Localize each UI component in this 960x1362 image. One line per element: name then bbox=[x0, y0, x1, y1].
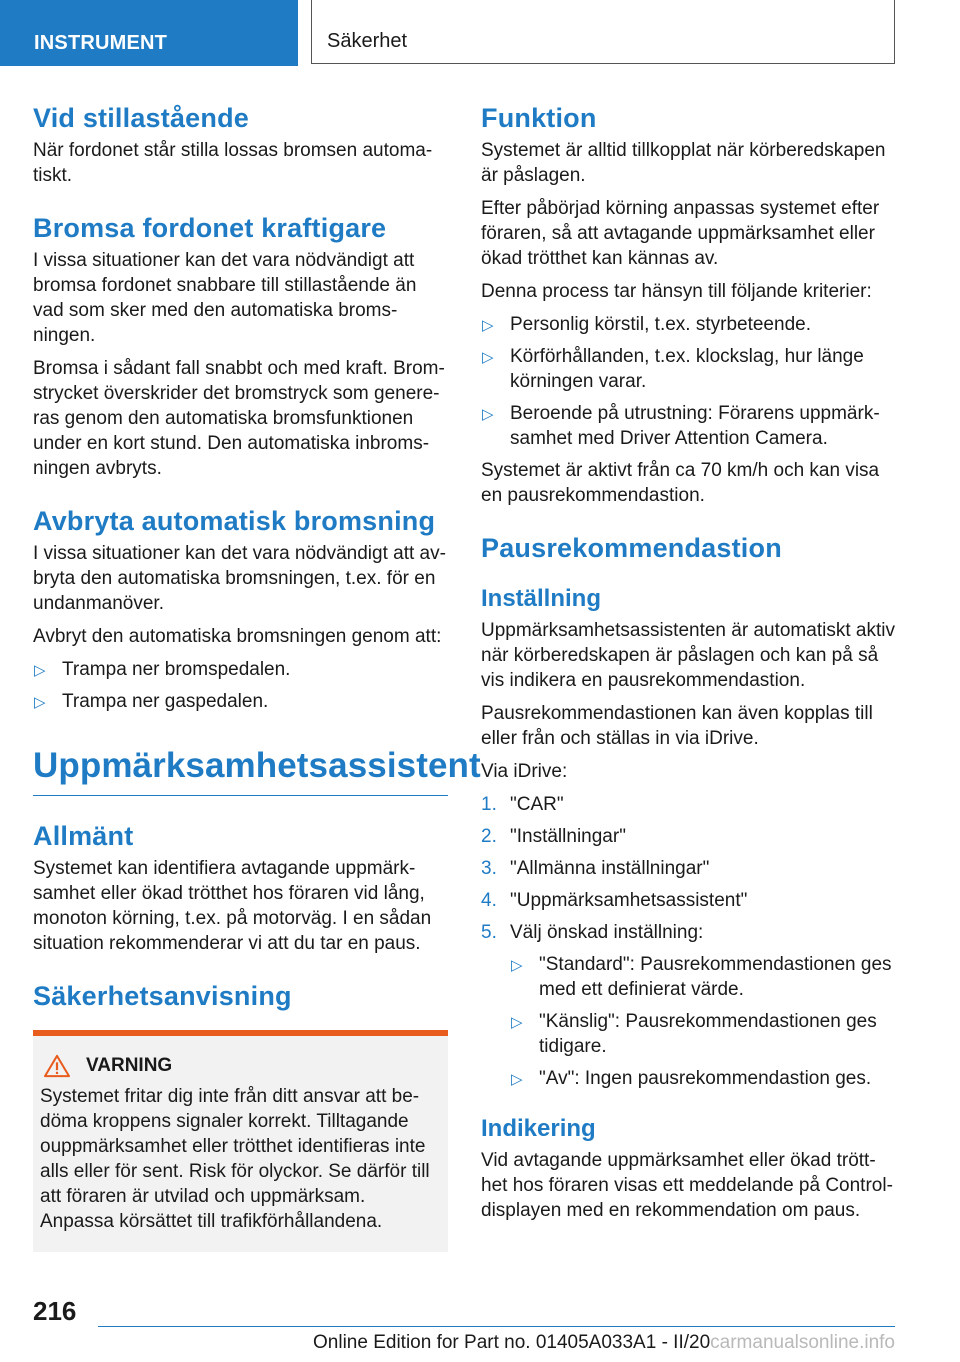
watermark: carmanualsonline.info bbox=[710, 1332, 895, 1353]
heading-installning: Inställning bbox=[481, 585, 601, 612]
heading-bromsa-kraftigare: Bromsa fordonet kraftigare bbox=[33, 213, 387, 243]
triangle-bullet-icon: ▷ bbox=[511, 957, 523, 974]
list-item: 4. "Uppmärksamhetsassistent" bbox=[481, 890, 748, 911]
triangle-bullet-icon: ▷ bbox=[482, 349, 494, 366]
heading-sakerhetsanvisning: Säkerhetsanvisning bbox=[33, 981, 292, 1011]
page-number: 216 bbox=[33, 1296, 77, 1326]
section-tab bbox=[0, 0, 298, 66]
paragraph: Systemet är aktivt från ca 70 km/h och kan visa en pausrekommendastion. bbox=[481, 460, 880, 506]
paragraph: Via iDrive: bbox=[481, 761, 568, 782]
list-item: ▷ "Känslig": Pausrekommendastionen ges tidigare. bbox=[511, 1011, 877, 1057]
paragraph: Efter påbörjad körning anpassas systemet efter föraren, så att avtagande uppmärksamhet eller ökad trötthet kan kännas av. bbox=[481, 198, 880, 269]
paragraph: Avbryt den automatiska bromsningen genom att: bbox=[33, 626, 442, 647]
bullet-list bbox=[481, 312, 899, 451]
paragraph: I vissa situationer kan det vara nödvändigt att av-bryta den automatiska bromsningen, t.ex. för en undanmanöver. bbox=[33, 543, 446, 614]
numbered-list bbox=[481, 792, 899, 1091]
heading-funktion: Funktion bbox=[481, 103, 597, 133]
step-number: 5. bbox=[481, 922, 497, 943]
heading-indikering: Indikering bbox=[481, 1115, 596, 1142]
heading-avbryta-bromsning: Avbryta automatisk bromsning bbox=[33, 506, 436, 536]
left-column bbox=[33, 98, 481, 1252]
list-item: ▷ Trampa ner bromspedalen. bbox=[33, 657, 448, 682]
step-number: 2. bbox=[481, 826, 497, 847]
list-item: ▷ Körförhållanden, t.ex. klockslag, hur länge körningen varar. bbox=[482, 346, 864, 392]
paragraph: Bromsa i sådant fall snabbt och med kraft. Brom-strycket överskrider det bromstryck som genere-ras genom den automatiska bromsfunktionen under en kort stund. Den automatiska inbroms-ningen avbryts. bbox=[33, 358, 445, 479]
paragraph: I vissa situationer kan det vara nödvändigt att bromsa fordonet snabbare till stillastående än vad som sker med den automatiska broms-ningen. bbox=[33, 250, 417, 346]
chapter-header bbox=[311, 0, 895, 64]
paragraph: Systemet är alltid tillkopplat när körberedskapen är påslagen. bbox=[481, 140, 886, 186]
edition-text: Online Edition for Part no. 01405A033A1 - II/20 bbox=[313, 1332, 711, 1353]
bullet-list bbox=[510, 952, 899, 1091]
list-item: ▷ Beroende på utrustning: Förarens uppmärk-samhet med Driver Attention Camera. bbox=[482, 403, 880, 449]
warning-text: Systemet fritar dig inte från ditt ansvar att be-döma kroppens signaler korrekt. Tilltagande ouppmärksamhet eller trötthet identifieras inte alls eller för sent. Risk för olyckor. Se därför till att föraren är utvilad och uppmärksam. Anpassa körsättet till trafikförhållandena. bbox=[40, 1086, 430, 1232]
heading-allmant: Allmänt bbox=[33, 821, 134, 851]
footer-edition bbox=[98, 1332, 895, 1354]
bullet-list bbox=[33, 657, 448, 714]
list-item: ▷ "Av": Ingen pausrekommendastion ges. bbox=[510, 1066, 899, 1091]
triangle-bullet-icon: ▷ bbox=[482, 317, 494, 334]
triangle-bullet-icon: ▷ bbox=[34, 662, 46, 679]
chapter-title: Säkerhet bbox=[327, 30, 408, 52]
footer-divider bbox=[98, 1326, 895, 1327]
warning-title: VARNING bbox=[86, 1055, 173, 1076]
step-number: 1. bbox=[481, 794, 497, 815]
paragraph: Systemet kan identifiera avtagande uppmärk-samhet eller ökad trötthet hos föraren vid lång, monoton körning, t.ex. på motorväg. I en sådan situation rekommenderar vi att du tar en paus. bbox=[33, 858, 432, 954]
warning-header bbox=[40, 1054, 440, 1078]
heading-uppmarksamhetsassistent: Uppmärksamhetsassistent bbox=[33, 741, 448, 796]
triangle-bullet-icon: ▷ bbox=[482, 406, 494, 423]
paragraph: När fordonet står stilla lossas bromsen automa-tiskt. bbox=[33, 140, 433, 186]
list-item: 1. "CAR" bbox=[481, 794, 564, 815]
triangle-bullet-icon: ▷ bbox=[511, 1014, 523, 1031]
list-item: ▷ Personlig körstil, t.ex. styrbeteende. bbox=[481, 312, 899, 337]
right-column bbox=[481, 98, 899, 1231]
paragraph: Vid avtagande uppmärksamhet eller ökad trött-het hos föraren visas ett meddelande på Control-displayen med en rekommendation om paus. bbox=[481, 1150, 893, 1221]
warning-box bbox=[33, 1030, 448, 1252]
heading-pausrekommendastion: Pausrekommendastion bbox=[481, 533, 782, 563]
paragraph: Denna process tar hänsyn till följande kriterier: bbox=[481, 281, 872, 302]
list-item: ▷ "Standard": Pausrekommendastionen ges med ett definierat värde. bbox=[511, 954, 892, 1000]
paragraph: Uppmärksamhetsassistenten är automatiskt aktiv när körberedskapen är påslagen och kan på så vis indikera en pausrekommendastion. bbox=[481, 620, 895, 691]
list-item: 3. "Allmänna inställningar" bbox=[481, 858, 710, 879]
step-number: 3. bbox=[481, 858, 497, 879]
list-item: 2. "Inställningar" bbox=[481, 826, 626, 847]
triangle-bullet-icon: ▷ bbox=[511, 1071, 523, 1088]
section-title: INSTRUMENT bbox=[34, 32, 168, 54]
paragraph: Pausrekommendastionen kan även kopplas till eller från och ställas in via iDrive. bbox=[481, 703, 873, 749]
step-number: 4. bbox=[481, 890, 497, 911]
triangle-bullet-icon: ▷ bbox=[34, 694, 46, 711]
warning-triangle-icon bbox=[42, 1054, 72, 1078]
list-item: ▷ Trampa ner gaspedalen. bbox=[33, 689, 448, 714]
list-item: 5. Välj önskad inställning: ▷ "Standard": Pausrekommendastionen ges med ett definierat värde. ▷ "Känslig": Pausrekommendastionen ges tidigare. ▷ "Av": Ingen pausrekommendastion ges. bbox=[481, 920, 899, 1091]
heading-vid-stillastaende: Vid stillastående bbox=[33, 103, 249, 133]
